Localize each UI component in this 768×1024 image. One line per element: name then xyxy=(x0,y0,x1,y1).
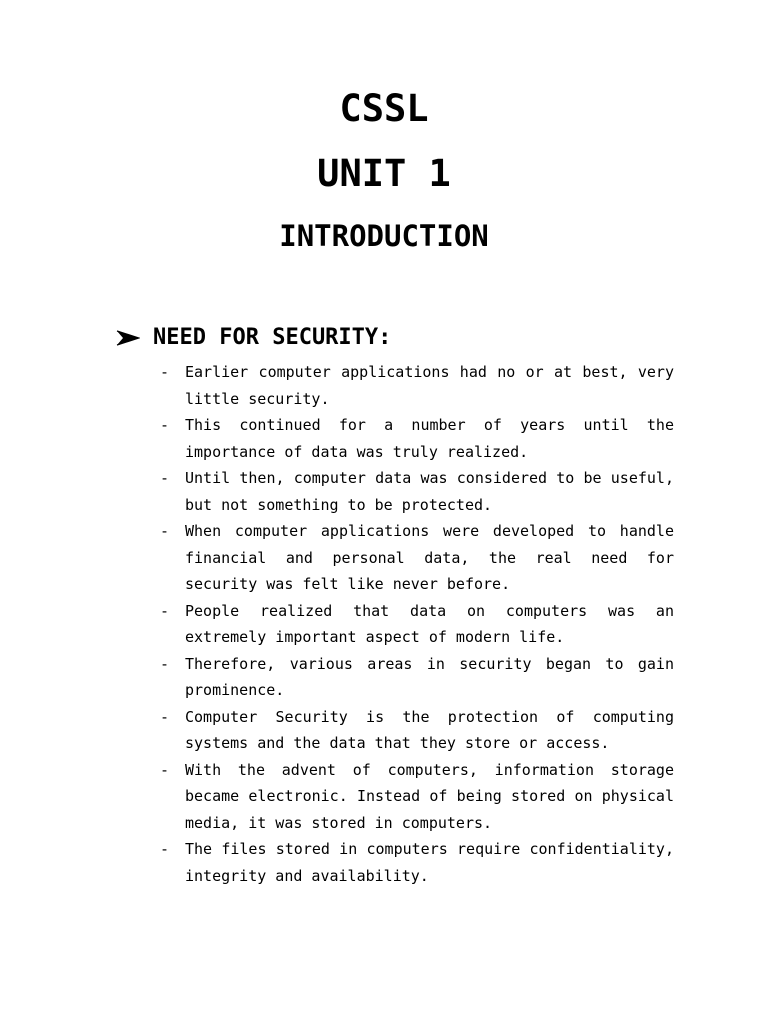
list-item xyxy=(160,836,674,889)
bullet-text: This continued for a number of years until the importance of data was truly realized. xyxy=(185,416,674,461)
bullet-text: With the advent of computers, information storage became electronic. Instead of being stored on physical media, it was stored in computers. xyxy=(185,760,674,832)
section-heading xyxy=(116,322,391,354)
bullet-dash: - xyxy=(160,840,170,858)
bullet-dash: - xyxy=(160,654,170,673)
list-item xyxy=(160,359,674,412)
unit-title: UNIT 1 xyxy=(317,152,451,195)
list-item xyxy=(160,704,674,757)
bullet-text: The files stored in computers require confidentiality, integrity and availability. xyxy=(185,840,674,885)
bullet-dash: - xyxy=(160,707,170,726)
bullet-text: People realized that data on computers was an extremely important aspect of modern life. xyxy=(185,601,674,646)
list-item xyxy=(160,518,674,598)
list-item xyxy=(160,757,674,837)
list-item xyxy=(160,465,674,518)
bullet-dash: - xyxy=(160,416,170,434)
bullet-dash: - xyxy=(160,363,170,381)
chapter-title: INTRODUCTION xyxy=(279,219,489,253)
list-item xyxy=(160,412,674,465)
bullet-dash: - xyxy=(160,601,170,620)
list-item xyxy=(160,651,674,704)
bullet-dash: - xyxy=(160,760,170,779)
bullet-dash: - xyxy=(160,469,170,487)
bullet-text: When computer applications were developed to handle financial and personal data, the real need for security was felt like never before. xyxy=(185,522,674,593)
course-title: CSSL xyxy=(339,87,429,130)
bullet-text: Computer Security is the protection of computing systems and the data that they store or access. xyxy=(185,707,674,752)
security-bullet-list xyxy=(160,359,674,889)
bullet-text: Therefore, various areas in security began to gain prominence. xyxy=(185,654,674,699)
list-item xyxy=(160,598,674,651)
section-heading-text: NEED FOR SECURITY: xyxy=(153,325,392,350)
bullet-text: Until then, computer data was considered to be useful, but not something to be protected. xyxy=(185,469,674,514)
arrow-bullet-icon xyxy=(116,330,140,346)
bullet-dash: - xyxy=(160,522,170,540)
bullet-text: Earlier computer applications had no or at best, very little security. xyxy=(185,363,674,408)
